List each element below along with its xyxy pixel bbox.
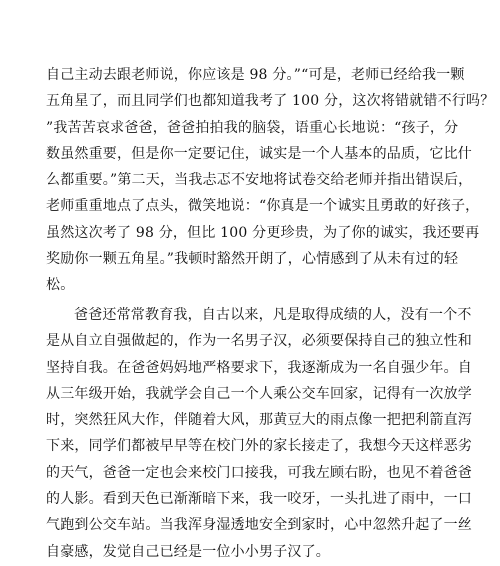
- text-line: 下来，同学们都被早早等在校门外的家长接走了，我想今天这样恶劣: [46, 438, 472, 455]
- text-line: 五角星了，而且同学们也都知道我考了 100 分，这次将错就错不行吗？: [46, 93, 495, 110]
- text-line: 坚持自我。在爸爸妈妈地严格要求下，我逐渐成为一名自强少年。自: [46, 359, 472, 376]
- text-line: 的天气，爸爸一定也会来校门口接我，可我左顾右盼，也见不着爸爸: [46, 464, 472, 481]
- text-line: ”我苦苦哀求爸爸，爸爸拍拍我的脑袋，语重心长地说：“孩子，分: [46, 119, 459, 136]
- text-line: 气跑到公交车站。当我浑身湿透地安全到家时，心中忽然升起了一丝: [46, 517, 472, 534]
- text-line-indented: 爸爸还常常教育我，自古以来，凡是取得成绩的人，没有一个不: [74, 307, 472, 323]
- text-line: 从三年级开始，我就学会自己一个人乘公交车回家，记得有一次放学: [46, 385, 472, 402]
- text-line: 奖励你一颗五角星。”我顿时豁然开朗了，心情感到了从未有过的轻: [46, 251, 459, 268]
- text-line: 是从自立自强做起的，作为一名男子汉，必须要保持自己的独立性和: [46, 333, 472, 350]
- text-line: 松。: [46, 277, 75, 294]
- text-line: 老师重重地点了点头，微笑地说：“你真是一个诚实且勇敢的好孩子，: [46, 198, 480, 215]
- text-line: 数虽然重要，但是你一定要记住，诚实是一个人基本的品质，它比什: [46, 145, 472, 162]
- text-line: 自己主动去跟老师说，你应该是 98 分。”“可是，老师已经给我一颗: [46, 67, 465, 83]
- paragraph-1: [46, 62, 495, 299]
- text-line: 时，突然狂风大作，伴随着大风，那黄豆大的雨点像一把把利箭直泻: [46, 412, 472, 429]
- text-line: 的人影。看到天色已渐渐暗下来，我一咬牙，一头扎进了雨中，一口: [46, 491, 472, 508]
- text-line: 自豪感，发觉自己已经是一位小小男子汉了。: [46, 543, 330, 560]
- paragraph-2: [46, 302, 472, 565]
- text-line: 么都重要。”第二天，当我忐忑不安地将试卷交给老师并指出错误后，: [46, 172, 473, 189]
- text-line: 虽然这次考了 98 分，但比 100 分更珍贵，为了你的诚实，我还要再: [46, 224, 480, 241]
